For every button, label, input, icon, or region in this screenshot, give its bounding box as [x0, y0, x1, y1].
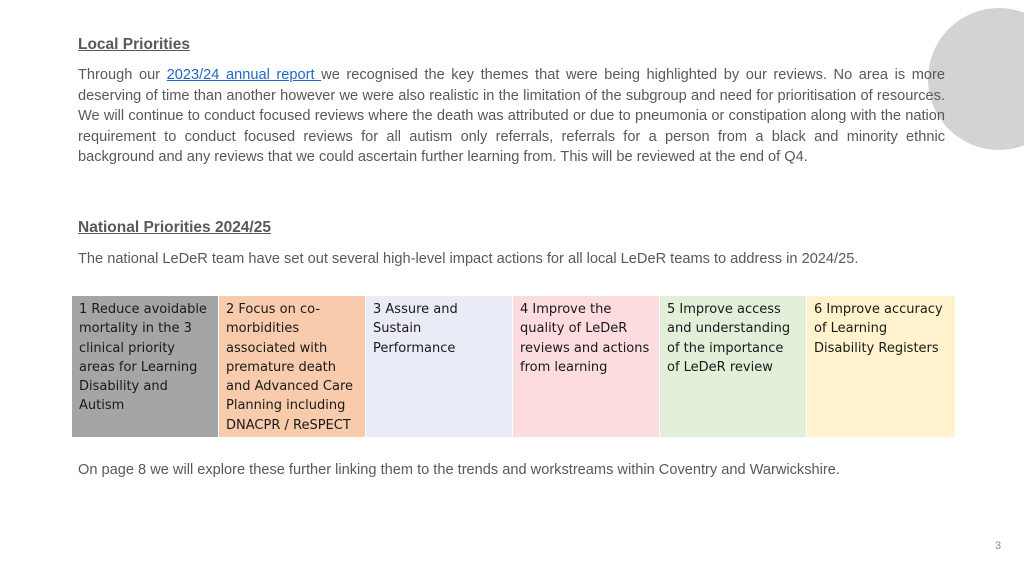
impact-action-4: 4 Improve the quality of LeDeR reviews and actions from learning — [513, 296, 660, 437]
national-priorities-heading: National Priorities 2024/25 — [78, 219, 271, 236]
local-priorities-heading: Local Priorities — [78, 36, 190, 53]
national-priorities-intro: The national LeDeR team have set out several high-level impact actions for all local LeDeR teams to address in 2024/25. — [78, 251, 859, 267]
impact-action-6: 6 Improve accuracy of Learning Disability Registers — [807, 296, 955, 437]
further-exploration-note: On page 8 we will explore these further linking them to the trends and workstreams within Coventry and Warwickshire. — [78, 462, 840, 478]
impact-actions-table — [72, 296, 955, 437]
impact-action-5: 5 Improve access and understanding of the importance of LeDeR review — [660, 296, 807, 437]
local-priorities-paragraph — [78, 65, 945, 168]
intro-text-after-link: we recognised the key themes that were being highlighted by our reviews. No area is more deserving of time than another however we were also realistic in the limitation of the subgroup and need for prioritisation of resources. We will continue to conduct focused reviews where the death was attributed or due to pneumonia or constipation along with the nation requirement to conduct focused reviews for all autism only referrals, referrals for a person from a black and minority ethnic background and any reviews that we could ascertain further learning from. This will be reviewed at the end of Q4. — [78, 67, 945, 166]
annual-report-link[interactable]: 2023/24 annual report — [166, 67, 322, 83]
page-number: 3 — [995, 540, 1002, 552]
impact-action-1: 1 Reduce avoidable mortality in the 3 clinical priority areas for Learning Disability and Autism — [72, 296, 219, 437]
impact-action-3: 3 Assure and Sustain Performance — [366, 296, 513, 437]
impact-action-2: 2 Focus on co-morbidities associated with premature death and Advanced Care Planning including DNACPR / ReSPECT — [219, 296, 366, 437]
intro-text-before-link: Through our — [78, 67, 167, 83]
